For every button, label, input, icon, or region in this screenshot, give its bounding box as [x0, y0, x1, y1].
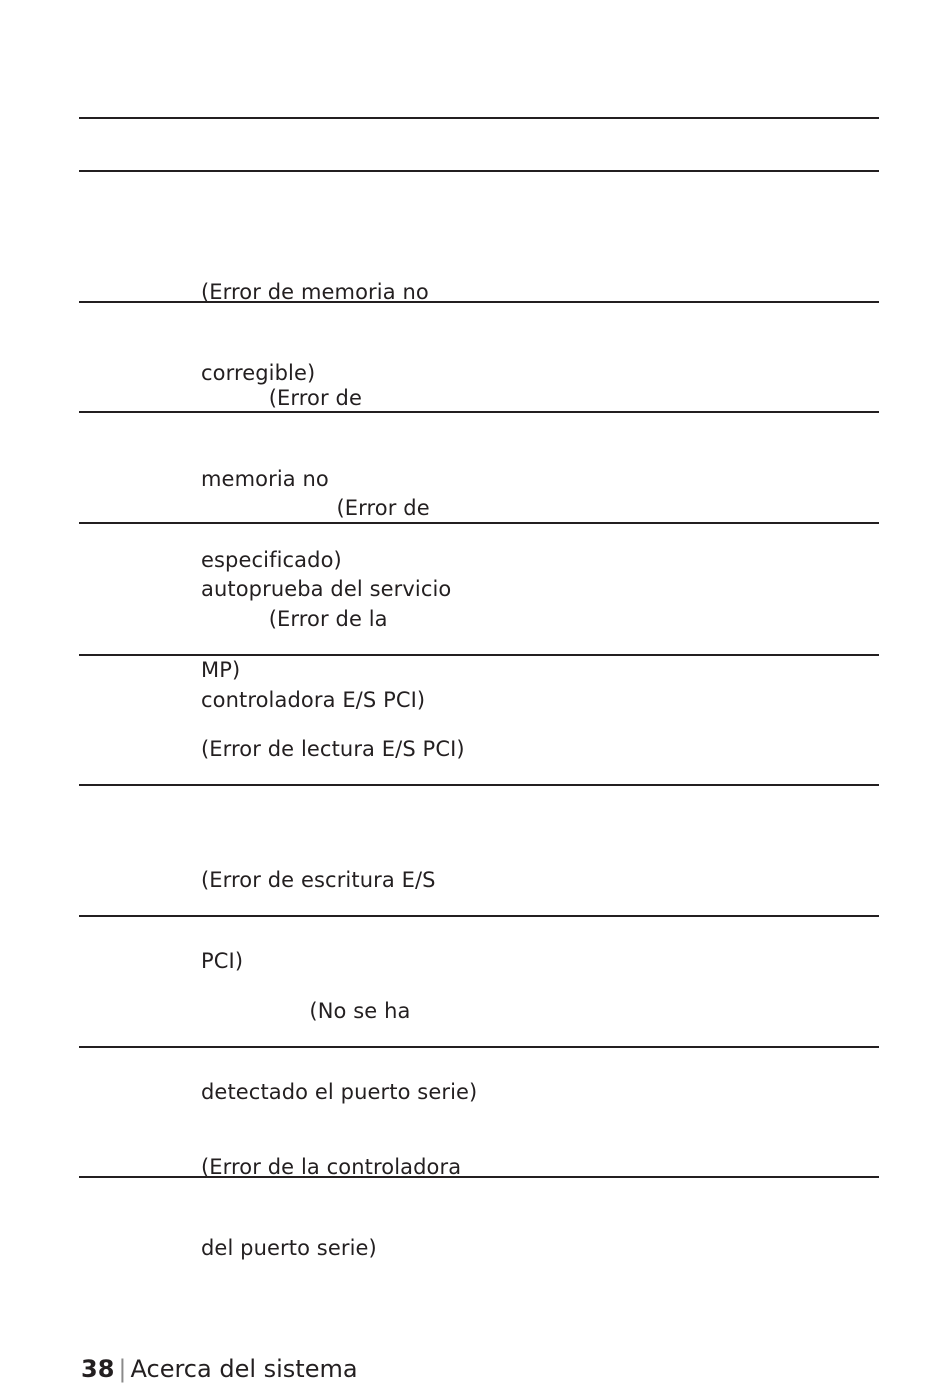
table-row	[201, 1100, 461, 1289]
table-header-rule	[79, 170, 879, 172]
cell-line: memoria no	[201, 467, 329, 491]
cell-line: (Error de la	[201, 607, 388, 631]
cell-line: MP)	[201, 658, 241, 682]
table-row-divider	[79, 411, 879, 413]
table-row-divider	[79, 784, 879, 786]
cell-line: controladora E/S PCI)	[201, 688, 426, 712]
footer-separator: |	[118, 1355, 127, 1383]
section-title: Acerca del sistema	[130, 1355, 358, 1383]
cell-line: (Error de la controladora	[201, 1155, 462, 1179]
table-row-divider	[79, 522, 879, 524]
page-footer	[81, 1354, 358, 1384]
cell-line: (Error de lectura E/S PCI)	[201, 737, 465, 761]
table-row-divider	[79, 301, 879, 303]
table-rule-top	[79, 117, 879, 119]
cell-line: corregible)	[201, 361, 316, 385]
cell-line: (Error de escritura E/S	[201, 868, 436, 892]
cell-line: (Error de memoria no	[201, 280, 429, 304]
cell-line: autoprueba del servicio	[201, 577, 452, 601]
table-row-divider	[79, 654, 879, 656]
table-row-divider	[79, 915, 879, 917]
table-row-divider	[79, 1046, 879, 1048]
page-number: 38	[81, 1355, 115, 1383]
cell-line: (Error de	[201, 496, 430, 520]
cell-line: detectado el puerto serie)	[201, 1080, 478, 1104]
cell-line: PCI)	[201, 949, 244, 973]
cell-line: del puerto serie)	[201, 1236, 377, 1260]
cell-line: (No se ha	[201, 999, 411, 1023]
cell-line: especificado)	[201, 548, 342, 572]
cell-line: (Error de	[201, 386, 362, 410]
table-row	[201, 682, 465, 790]
table-rule-bottom	[79, 1176, 879, 1178]
